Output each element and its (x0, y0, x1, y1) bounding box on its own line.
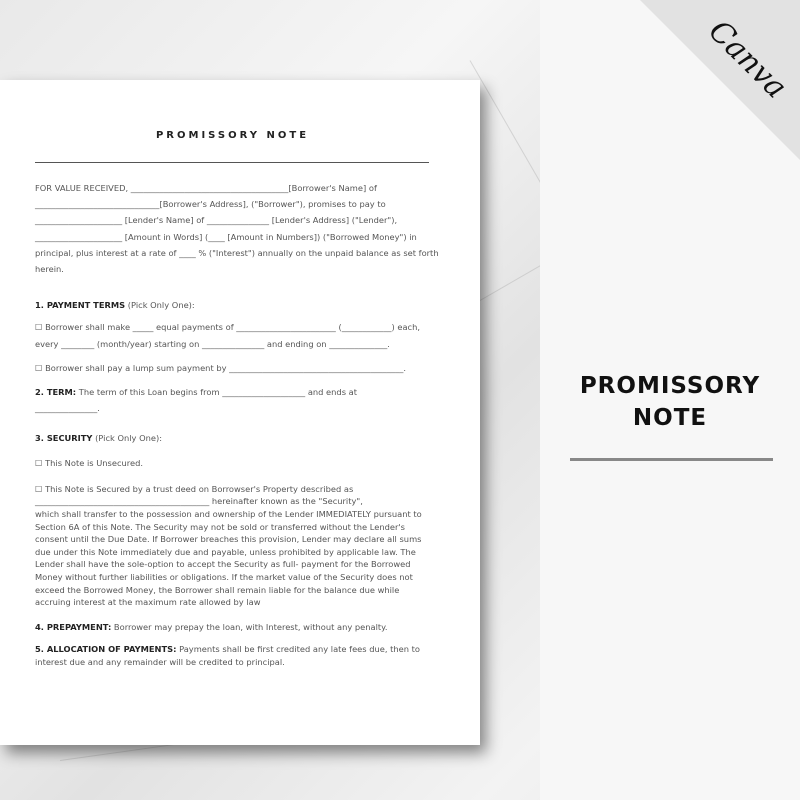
allocation-section (35, 643, 430, 668)
prepayment-heading: 4. PREPAYMENT: (35, 621, 112, 632)
promo-title-line-1: PROMISSORY (579, 373, 761, 399)
security-line: consent until the Due Date. If Borrower breaches this provision, Lender may declare all sums (35, 534, 422, 545)
intro-line: FOR VALUE RECEIVED, ______________________________________[Borrower's Name] of (35, 183, 377, 193)
allocation-line: Payments shall be first credited any late fees due, then to (176, 643, 420, 654)
allocation-line: interest due and any remainder will be credited to principal. (35, 656, 285, 667)
security-line: __________________________________________ hereinafter known as the "Security", (35, 496, 363, 507)
title-divider (35, 162, 429, 163)
allocation-heading: 5. ALLOCATION OF PAYMENTS: (35, 643, 177, 654)
intro-line: _____________________ [Lender's Name] of _______________ [Lender's Address] ("Lender"), (35, 215, 398, 226)
intro-line: ______________________________[Borrower's Address], ("Borrower"), promises to pay to (35, 199, 386, 210)
payment-terms-heading-line (35, 297, 430, 313)
intro-line: herein. (35, 264, 64, 275)
term-line: The term of this Loan begins from ____________________ and ends at (76, 387, 357, 398)
intro-line: principal, plus interest at a rate of ____ % ("Interest") annually on the unpaid balance as set forth (35, 247, 439, 258)
security-line: exceed the Borrowed Money, the Borrower shall remain liable for the balance due while (35, 584, 400, 595)
intro-paragraph (35, 180, 439, 277)
term-line: _______________. (35, 403, 100, 414)
payment-option-1-line: every ________ (month/year) starting on _______________ and ending on ______________. (35, 338, 390, 349)
term-section (35, 384, 430, 416)
payment-option-1-line: ☐ Borrower shall make _____ equal payments of ________________________ (____________) each, (35, 322, 421, 333)
security-heading-line (35, 430, 430, 446)
payment-option-2: ☐ Borrower shall pay a lump sum payment by __________________________________________. (35, 362, 407, 373)
payment-option-1 (35, 319, 430, 351)
security-line: due under this Note immediately due and payable, unless prohibited by applicable law. The (35, 546, 416, 557)
promo-title-line-2: NOTE (632, 405, 708, 431)
security-line: Money without further liabilities or obligations. If the market value of the Security does not (35, 572, 413, 582)
document-title: PROMISSORY NOTE (155, 130, 310, 141)
security-line: accruing interest at the maximum rate allowed by law (35, 597, 261, 608)
document-body (35, 180, 439, 668)
document-page (0, 80, 480, 745)
security-option-2 (35, 483, 430, 609)
intro-line: _____________________ [Amount in Words] (____ [Amount in Numbers]) ("Borrowed Money") in (35, 231, 417, 242)
security-note: (Pick Only One): (92, 433, 163, 444)
payment-terms-note: (Pick Only One): (125, 300, 195, 311)
security-line: ☐ This Note is Secured by a trust deed on Borrowser's Property described as (35, 483, 354, 494)
promo-title (560, 370, 780, 434)
security-heading: 3. SECURITY (35, 433, 93, 444)
prepayment-text: Borrower may prepay the loan, with Interest, without any penalty. (111, 621, 388, 632)
security-option-1: ☐ This Note is Unsecured. (35, 457, 144, 468)
security-line: Lender shall have the sole-option to accept the Security as full- payment for the Borrowed (35, 559, 411, 570)
canva-logo: Canva (701, 13, 794, 106)
payment-terms-heading: 1. PAYMENT TERMS (35, 300, 126, 311)
term-heading: 2. TERM: (35, 387, 77, 398)
security-line: Section 6A of this Note. The Security may not be sold or transferred without the Lender's (35, 521, 406, 532)
security-line: which shall transfer to the possession and ownership of the Lender IMMEDIATELY pursuant to (35, 509, 422, 520)
promo-divider (570, 458, 773, 461)
marble-vein (470, 60, 551, 199)
prepayment-section (35, 619, 430, 635)
